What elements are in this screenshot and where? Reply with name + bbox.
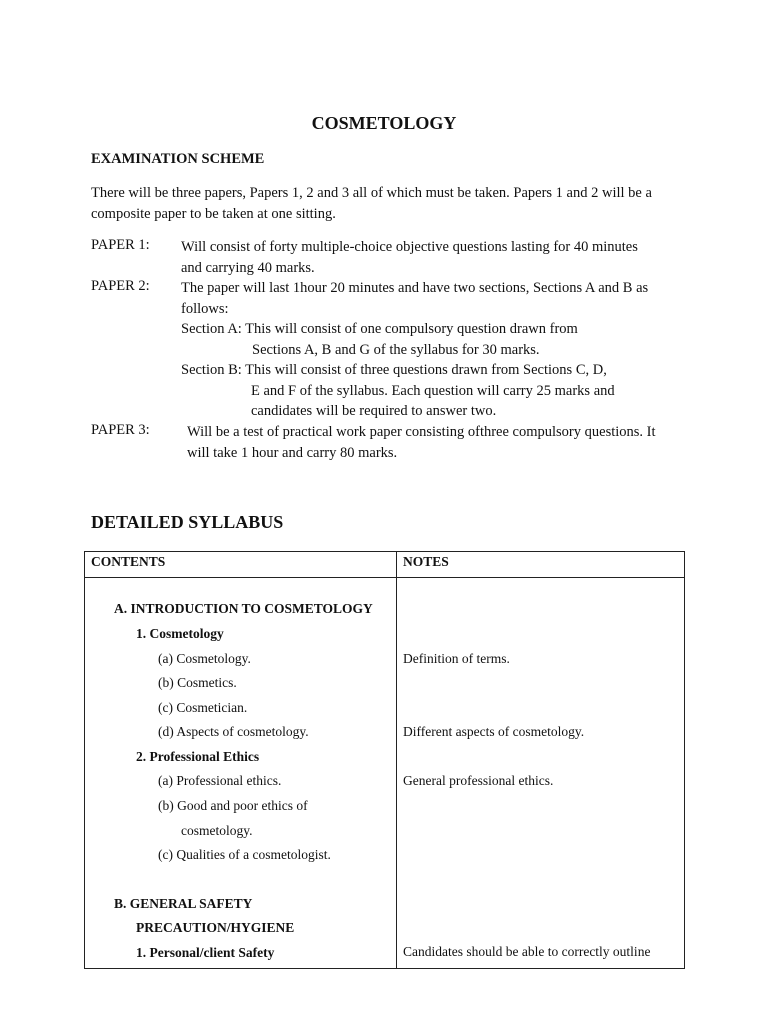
paper-line: and carrying 40 marks. bbox=[181, 259, 315, 276]
intro-line: There will be three papers, Papers 1, 2 and 3 all of which must be taken. Papers 1 and 2 will be a bbox=[91, 185, 652, 201]
syllabus-table bbox=[84, 551, 685, 969]
section-b-line: Section B: This will consist of three questions drawn from Sections C, D, bbox=[181, 362, 607, 378]
subtopic-item: (b) Good and poor ethics of bbox=[158, 798, 308, 813]
topic-cosmetology: 1. Cosmetology bbox=[136, 626, 224, 641]
note-item: Different aspects of cosmetology. bbox=[403, 724, 585, 739]
subtopic-item: (a) Professional ethics. bbox=[158, 773, 282, 788]
paper-line: will take 1 hour and carry 80 marks. bbox=[187, 444, 398, 461]
subtopic-item: (b) Cosmetics. bbox=[158, 675, 237, 690]
paper-1-description bbox=[181, 237, 638, 278]
paper-line: follows: bbox=[181, 300, 229, 317]
paper-3-label: PAPER 3: bbox=[91, 422, 150, 438]
section-a-line: Section A: This will consist of one compulsory question drawn from bbox=[181, 321, 578, 337]
intro-paragraph bbox=[91, 183, 691, 224]
paper-line: Will be a test of practical work paper consisting ofthree compulsory questions. It bbox=[187, 424, 656, 440]
note-item: Candidates should be able to correctly outline bbox=[403, 944, 651, 959]
column-header-contents: CONTENTS bbox=[91, 554, 166, 569]
paper-2-description bbox=[181, 278, 648, 319]
page-title: COSMETOLOGY bbox=[311, 113, 457, 133]
paper-line: The paper will last 1hour 20 minutes and have two sections, Sections A and B as bbox=[181, 280, 649, 296]
column-header-notes: NOTES bbox=[403, 554, 449, 569]
note-item: Definition of terms. bbox=[403, 651, 510, 666]
paper-1-label: PAPER 1: bbox=[91, 237, 150, 253]
section-a-line: Sections A, B and G of the syllabus for 30 marks. bbox=[252, 342, 540, 358]
detailed-syllabus-heading: DETAILED SYLLABUS bbox=[91, 512, 284, 532]
section-b-title: B. GENERAL SAFETY bbox=[114, 896, 253, 911]
paper-line: Will consist of forty multiple-choice objective questions lasting for 40 minutes bbox=[181, 239, 638, 255]
paper-3-description bbox=[187, 422, 656, 463]
column-divider bbox=[396, 552, 397, 968]
subtopic-item: (c) Qualities of a cosmetologist. bbox=[158, 847, 331, 862]
header-divider bbox=[85, 577, 684, 578]
topic-personal-client-safety: 1. Personal/client Safety bbox=[136, 945, 275, 960]
section-a-title: A. INTRODUCTION TO COSMETOLOGY bbox=[114, 601, 373, 616]
subtopic-item: (c) Cosmetician. bbox=[158, 700, 248, 715]
section-b-line: candidates will be required to answer two. bbox=[251, 403, 497, 419]
subtopic-item: (a) Cosmetology. bbox=[158, 651, 251, 666]
intro-line: composite paper to be taken at one sitting. bbox=[91, 205, 336, 222]
note-item: General professional ethics. bbox=[403, 773, 554, 788]
exam-scheme-heading: EXAMINATION SCHEME bbox=[91, 151, 265, 167]
subtopic-item-continuation: cosmetology. bbox=[181, 823, 253, 838]
subtopic-item: (d) Aspects of cosmetology. bbox=[158, 724, 309, 739]
topic-professional-ethics: 2. Professional Ethics bbox=[136, 749, 260, 764]
section-b-line: E and F of the syllabus. Each question will carry 25 marks and bbox=[251, 383, 615, 399]
paper-2-label: PAPER 2: bbox=[91, 278, 150, 294]
section-b-title-continuation: PRECAUTION/HYGIENE bbox=[136, 920, 295, 935]
